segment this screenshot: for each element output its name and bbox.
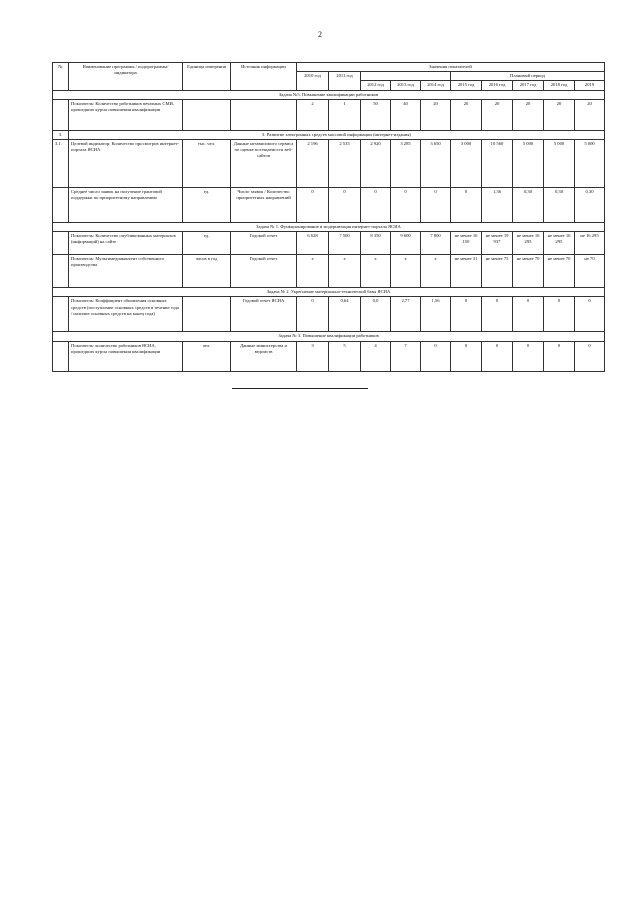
row-value: х (391, 255, 421, 288)
row-unit: тыс. чел. (183, 139, 231, 187)
row-value: 20 (544, 99, 575, 130)
row-value: 0 (482, 297, 513, 332)
row-value: 0,30 (575, 187, 605, 222)
row-value: 0 (544, 297, 575, 332)
section-row (53, 130, 605, 139)
row-unit: часов в год (183, 255, 231, 288)
header-year-2011: 2011 год (329, 72, 361, 90)
row-value: 0 (297, 297, 329, 332)
row-value: 0 (544, 341, 575, 371)
table-row (53, 99, 605, 130)
row-value: не менее 70 (513, 255, 544, 288)
row-value: 20 (421, 99, 451, 130)
row-value: 0 (451, 297, 482, 332)
row-value: 2,77 (391, 297, 421, 332)
row-source: Годовой отчет ЯСИА (231, 297, 297, 332)
row-no (53, 255, 69, 288)
row-value: 0,0 (361, 297, 391, 332)
row-value: 2 535 (329, 139, 361, 187)
row-value: 6 628 (297, 232, 329, 255)
row-value: 0 (329, 187, 361, 222)
row-value: 3 285 (391, 139, 421, 187)
section-row (53, 288, 605, 297)
row-value: 1,36 (482, 187, 513, 222)
header-year-2014: 2014 год (421, 81, 451, 90)
row-value: х (421, 255, 451, 288)
row-value: 0 (421, 187, 451, 222)
row-source: Годовой отчет (231, 232, 297, 255)
header-name: Наименование программы / подпрограммы/ индикатора (69, 63, 183, 91)
section-task3: Задача № 3. Повышение квалификации работников (53, 332, 605, 341)
row-value: 5 (329, 341, 361, 371)
page-number: 2 (318, 30, 322, 39)
row-value: 0 (391, 187, 421, 222)
row-value: 0 (575, 341, 605, 371)
row-value: 0,30 (513, 187, 544, 222)
row-unit: ед. (183, 187, 231, 222)
indicators-table (52, 62, 605, 372)
row-value: 5 000 (513, 139, 544, 187)
row-source: Число заявок / Количество приоритетных направлений (231, 187, 297, 222)
header-unit: Единица измерения (183, 63, 231, 91)
row-value: 3 650 (421, 139, 451, 187)
row-name: Показатель: Количество опубликованных материалов (информаций) на сайте (69, 232, 183, 255)
table-row (53, 139, 605, 187)
row-unit: ед. (183, 232, 231, 255)
row-value: 7 (391, 341, 421, 371)
row-value: 10 560 (482, 139, 513, 187)
row-value: 20 (575, 99, 605, 130)
row-value: 2 920 (361, 139, 391, 187)
row-unit (183, 99, 231, 130)
row-value: не менее 16 150 (451, 232, 482, 255)
header-year-2018: 2018 год (544, 81, 575, 90)
row-value: 0,64 (329, 297, 361, 332)
row-value: 1,56 (421, 297, 451, 332)
row-name: Показатель: количество работников ЯСИА, прошедших курсы повышения квалификации (69, 341, 183, 371)
row-value: 20 (482, 99, 513, 130)
header-year-2017: 2017 год (513, 81, 544, 90)
row-value: не 16 295 (575, 232, 605, 255)
header-blank (361, 72, 451, 81)
header-year-2010: 2010 год (297, 72, 329, 90)
row-value: х (329, 255, 361, 288)
row-value: 50 (361, 99, 391, 130)
row-value: не менее 70 (544, 255, 575, 288)
section-3-title: 3. Развитие электронных средств массовой информации (интернет-издания) (69, 130, 605, 139)
section-row (53, 332, 605, 341)
header-year-2012: 2012 год (361, 81, 391, 90)
row-value: 5 000 (575, 139, 605, 187)
header-year-2013: 2013 год (391, 81, 421, 90)
section-row (53, 222, 605, 231)
row-value: не менее 16 295 (544, 232, 575, 255)
row-value: 0,30 (544, 187, 575, 222)
table-row (53, 255, 605, 288)
row-value: не менее 31 (451, 255, 482, 288)
row-value: 0 (361, 187, 391, 222)
row-value: 0 (451, 341, 482, 371)
row-value: 7 800 (421, 232, 451, 255)
table-row (53, 187, 605, 222)
header-plan-period: Плановый период (451, 72, 605, 81)
header-source: Источник информации (231, 63, 297, 91)
row-no (53, 187, 69, 222)
row-value: не 70 (575, 255, 605, 288)
row-value: 2 (297, 99, 329, 130)
row-value: не менее 75 (482, 255, 513, 288)
header-year-2019: 2019 (575, 81, 605, 90)
row-value: х (297, 255, 329, 288)
row-source: Данные министерства и ведомств (231, 341, 297, 371)
row-value: не менее 19 937 (482, 232, 513, 255)
row-name: Целевой индикатор: Количество просмотров интернет-портала ЯСИА (69, 139, 183, 187)
row-value: 8 350 (361, 232, 391, 255)
row-no (53, 99, 69, 130)
row-value: 5 000 (544, 139, 575, 187)
row-value: 0 (297, 187, 329, 222)
table-row (53, 341, 605, 371)
row-no (53, 232, 69, 255)
footer-divider (232, 388, 368, 389)
row-value: 0 (575, 297, 605, 332)
header-no: № (53, 63, 69, 91)
section-3-no: 3. (53, 130, 69, 139)
row-name: Показатель: Коэффициент обновления основных средств (поступление основных средств в течение года / наличие основных средств на конец года) (69, 297, 183, 332)
row-unit: чел. (183, 341, 231, 371)
header-values: Значения показателей (297, 63, 605, 72)
row-value: 3 000 (451, 139, 482, 187)
row-value: 2 196 (297, 139, 329, 187)
row-value: 0 (513, 341, 544, 371)
row-value: 0 (513, 297, 544, 332)
row-value: х (361, 255, 391, 288)
row-source: Годовой отчет (231, 255, 297, 288)
row-name: Показатель: Количество работников печатных СМИ, прошедших курсы повышения квалификации (69, 99, 183, 130)
header-row-1 (53, 63, 605, 72)
section-task5: Задача №5. Повышение квалификации работников (53, 90, 605, 99)
section-row (53, 90, 605, 99)
row-name: Среднее число заявок на получение грантовой поддержки по приоритетному направлению (69, 187, 183, 222)
header-year-2015: 2015 год (451, 81, 482, 90)
row-value: не менее 16 295 (513, 232, 544, 255)
row-value: 0 (482, 341, 513, 371)
table-row (53, 297, 605, 332)
row-source (231, 99, 297, 130)
row-unit (183, 297, 231, 332)
row-no (53, 341, 69, 371)
table-row (53, 232, 605, 255)
row-name: Показатель: Мультимедиаконтент собственного производства (69, 255, 183, 288)
section-task2: Задача № 2. Укрепление материально-технической базы ЯСИА (53, 288, 605, 297)
row-value: 40 (391, 99, 421, 130)
row-source: Данные независимого сервиса по оценке посещаемости веб-сайтов (231, 139, 297, 187)
row-value: 0 (451, 187, 482, 222)
header-year-2016: 2016 год (482, 81, 513, 90)
row-no (53, 297, 69, 332)
row-value: 7 500 (329, 232, 361, 255)
row-value: 20 (451, 99, 482, 130)
row-value: 20 (513, 99, 544, 130)
row-value: 0 (421, 341, 451, 371)
row-no: 3.1. (53, 139, 69, 187)
row-value: 9 600 (391, 232, 421, 255)
section-task1: Задача № 1. Функционирование и модернизация интернет-портала ЯСИА (53, 222, 605, 231)
row-value: 3 (297, 341, 329, 371)
row-value: 4 (361, 341, 391, 371)
row-value: 1 (329, 99, 361, 130)
